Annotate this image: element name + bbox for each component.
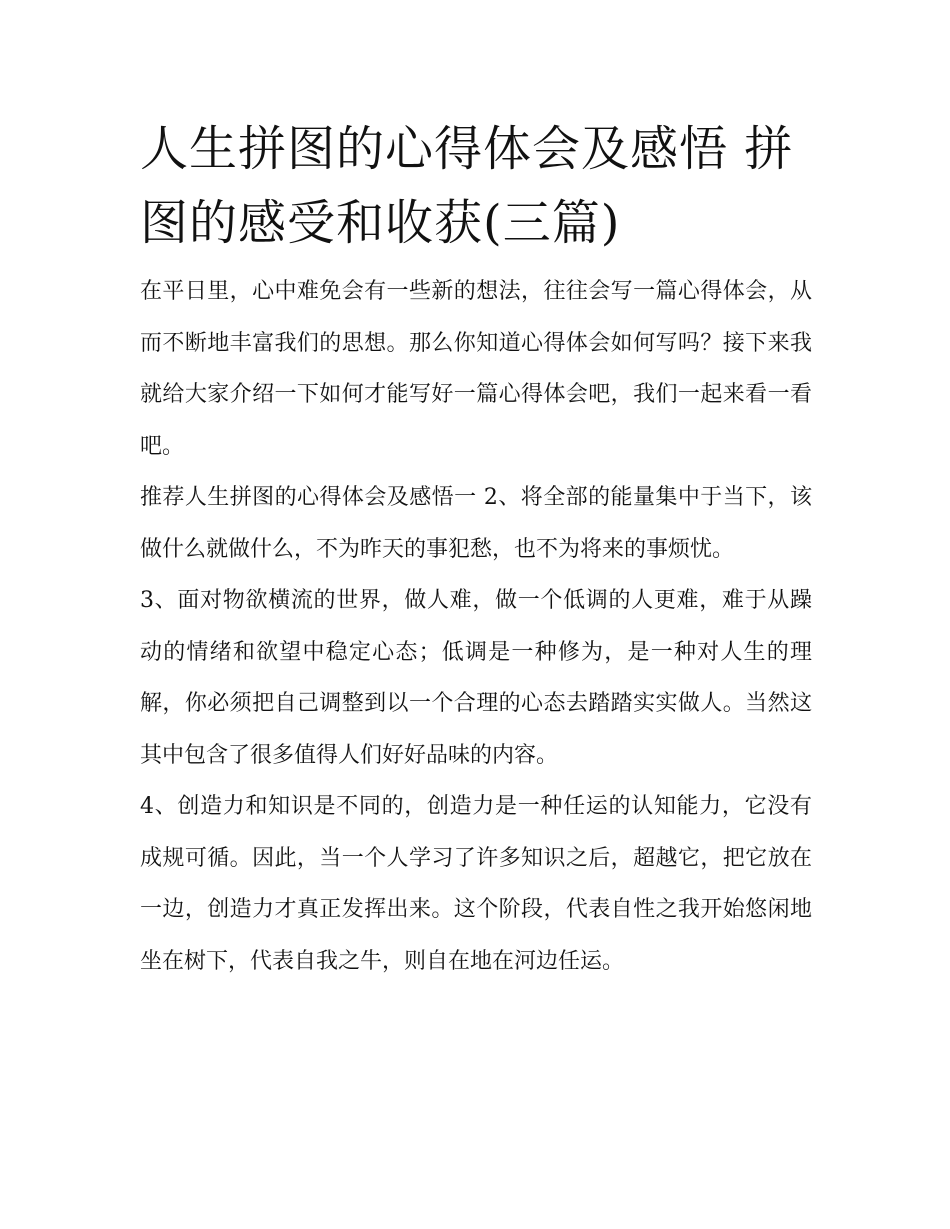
paragraph-3: 3、面对物欲横流的世界，做人难，做一个低调的人更难，难于从躁动的情绪和欲望中稳定心态；低调是一种修为，是一种对人生的理解，你必须把自己调整到以一个合理的心态去踏踏实实做人。当然这其中包含了很多值得人们好好品味的内容。: [140, 588, 812, 768]
paragraph-2: 推荐人生拼图的心得体会及感悟一 2、将全部的能量集中于当下，该做什么就做什么，不为昨天的事犯愁，也不为将来的事烦忧。: [140, 485, 812, 562]
document-page: [140, 112, 812, 987]
document-title: 人生拼图的心得体会及感悟 拼图的感受和收获(三篇): [140, 121, 794, 251]
paragraph-intro: 在平日里，心中难免会有一些新的想法，往往会写一篇心得体会，从而不断地丰富我们的思想。那么你知道心得体会如何写吗？接下来我就给大家介绍一下如何才能写好一篇心得体会吧，我们一起来看一看吧。: [140, 279, 812, 459]
paragraph-4: 4、创造力和知识是不同的，创造力是一种任运的认知能力，它没有成规可循。因此，当一个人学习了许多知识之后，超越它，把它放在一边，创造力才真正发挥出来。这个阶段，代表自性之我开始悠闲地坐在树下，代表自我之牛，则自在地在河边任运。: [140, 794, 812, 974]
